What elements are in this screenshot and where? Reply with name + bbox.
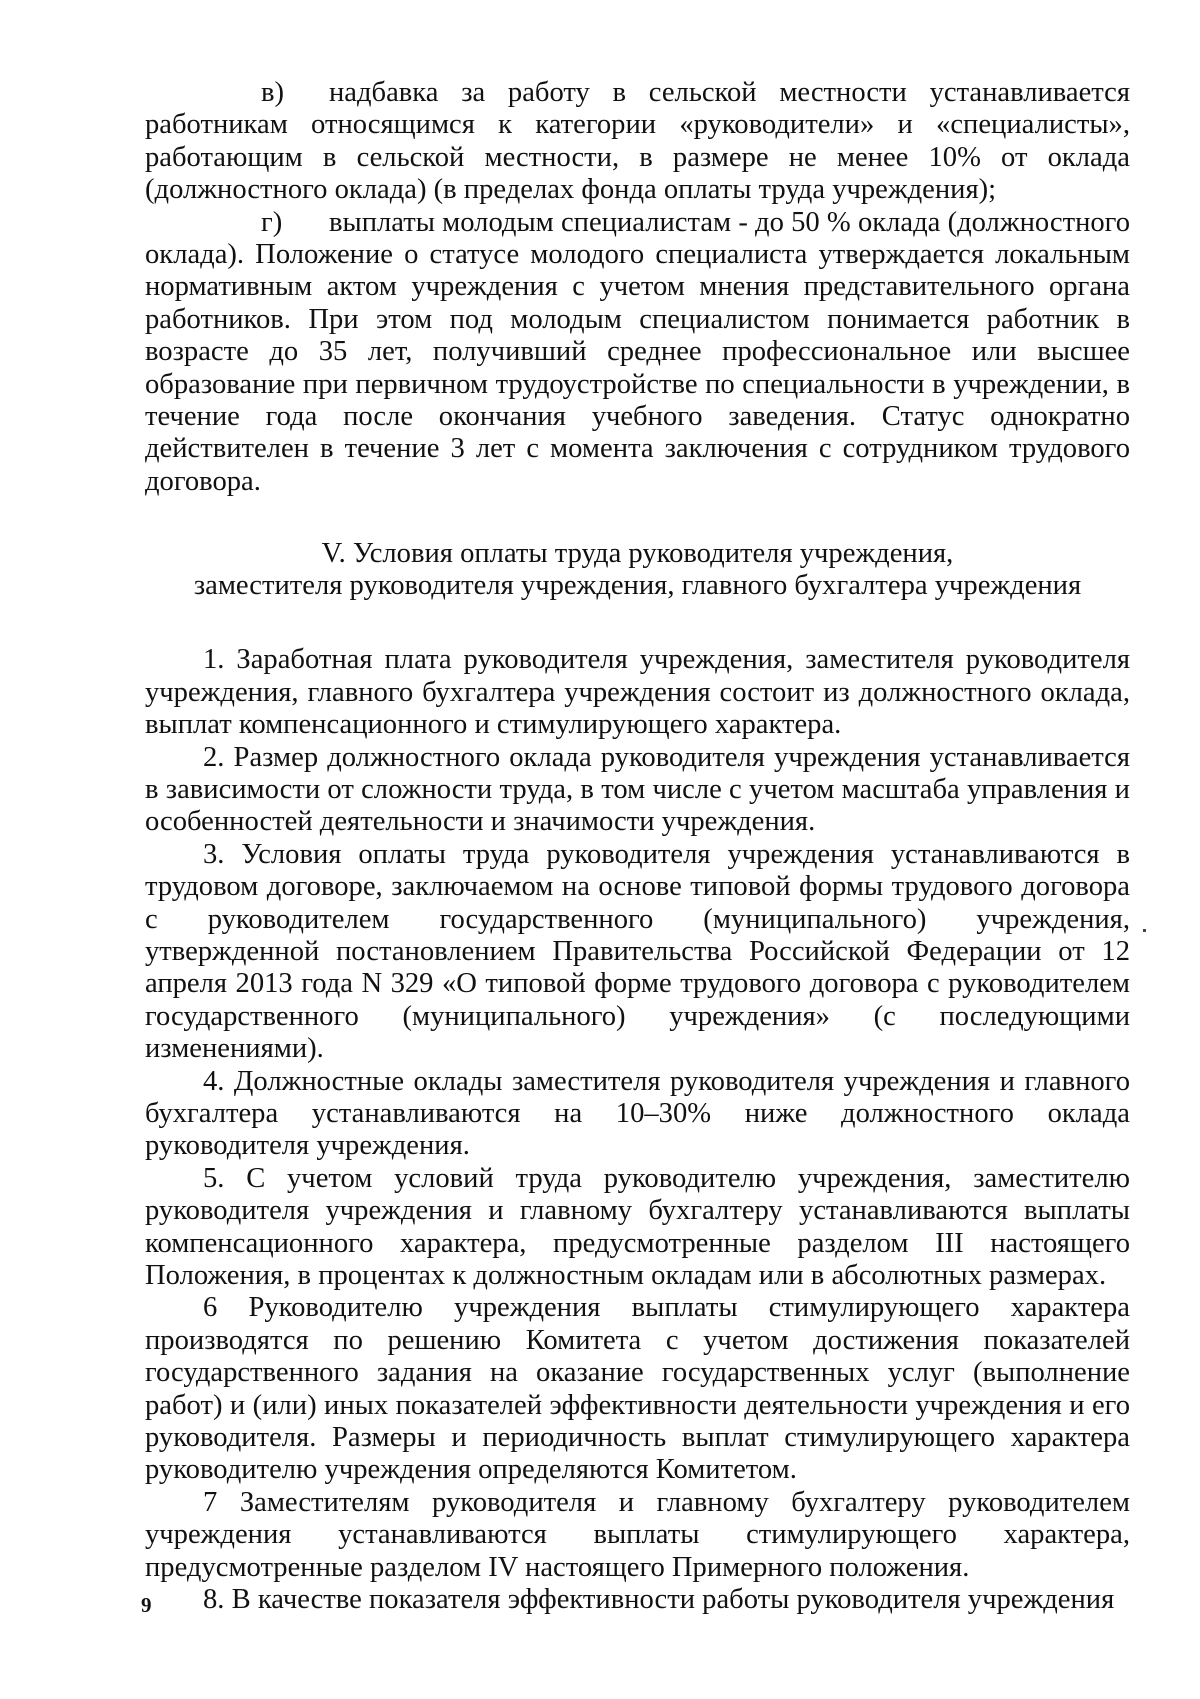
paragraph-4: 4. Должностные оклады заместителя руководителя учреждения и главного бухгалтера устанавливаются на 10–30% ниже должностного оклада руководителя учреждения. [145, 1065, 1130, 1162]
margin-mark [1143, 929, 1146, 932]
paragraph-3: 3. Условия оплаты труда руководителя учреждения устанавливаются в трудовом договоре, заключаемом на основе типовой формы трудового договора с руководителем государственного (муниципального) учреждения, утвержденной постановлением Правительства Российской Федерации от 12 апреля 2013 года N 329 «О типовой форме трудового договора с руководителем государственного (муниципального) учреждения» (с последующими изменениями). [145, 838, 1130, 1065]
section-heading-line-2: заместителя руководителя учреждения, главного бухгалтера учреждения [193, 570, 1082, 602]
section-heading-line-1: V. Условия оплаты труда руководителя учреждения, [321, 538, 954, 570]
paragraph-text: выплаты молодым специалистам - до 50 % оклада (должностного оклада). Положение о статусе молодого специалиста утверждается локальным нормативным актом учреждения с учетом мнения представительного органа работников. При этом под молодым специалистом понимается работник в возрасте до 35 лет, получивший среднее профессиональное или высшее образование при первичном трудоустройстве по специальности в учреждении, в течение года после окончания учебного заведения. Статус однократно действителен в течение 3 лет с момента заключения с сотрудником трудового договора. [145, 206, 1130, 497]
paragraph-text: надбавка за работу в сельской местности устанавливается работникам относящимся к категории «руководители» и «специалисты», работающим в сельской местности, в размере не менее 10% от оклада (должностного оклада) (в пределах фонда оплаты труда учреждения); [145, 77, 1130, 206]
page-number: 9 [141, 1593, 152, 1617]
paragraph-2: 2. Размер должностного оклада руководителя учреждения устанавливается в зависимости от сложности труда, в том числе с учетом масштаба управления и особенностей деятельности и значимости учреждения. [145, 741, 1130, 838]
item-marker: г) [261, 206, 283, 238]
paragraph-5: 5. С учетом условий труда руководителю учреждения, заместителю руководителя учреждения и главному бухгалтеру устанавливаются выплаты компенсационного характера, предусмотренные разделом III настоящего Положения, в процентах к должностным окладам или в абсолютных размерах. [145, 1162, 1130, 1291]
paragraph-item-g [145, 207, 1130, 499]
section-heading [145, 538, 1130, 602]
paragraph-7: 7 Заместителям руководителя и главному бухгалтеру руководителем учреждения устанавливаются выплаты стимулирующего характера, предусмотренные разделом IV настоящего Примерного положения. [145, 1486, 1130, 1583]
paragraph-1: 1. Заработная плата руководителя учреждения, заместителя руководителя учреждения, главного бухгалтера учреждения состоит из должностного оклада, выплат компенсационного и стимулирующего характера. [145, 644, 1130, 741]
paragraph-8: 8. В качестве показателя эффективности работы руководителя учреждения [203, 1584, 1115, 1616]
item-marker: в) [261, 77, 285, 108]
paragraph-6: 6 Руководителю учреждения выплаты стимулирующего характера производятся по решению Комитета с учетом достижения показателей государственного задания на оказание государственных услуг (выполнение работ) и (или) иных показателей эффективности деятельности учреждения и его руководителя. Размеры и периодичность выплат стимулирующего характера руководителю учреждения определяются Комитетом. [145, 1292, 1130, 1486]
document-body [145, 77, 1130, 1616]
paragraph-item-v [145, 77, 1130, 207]
